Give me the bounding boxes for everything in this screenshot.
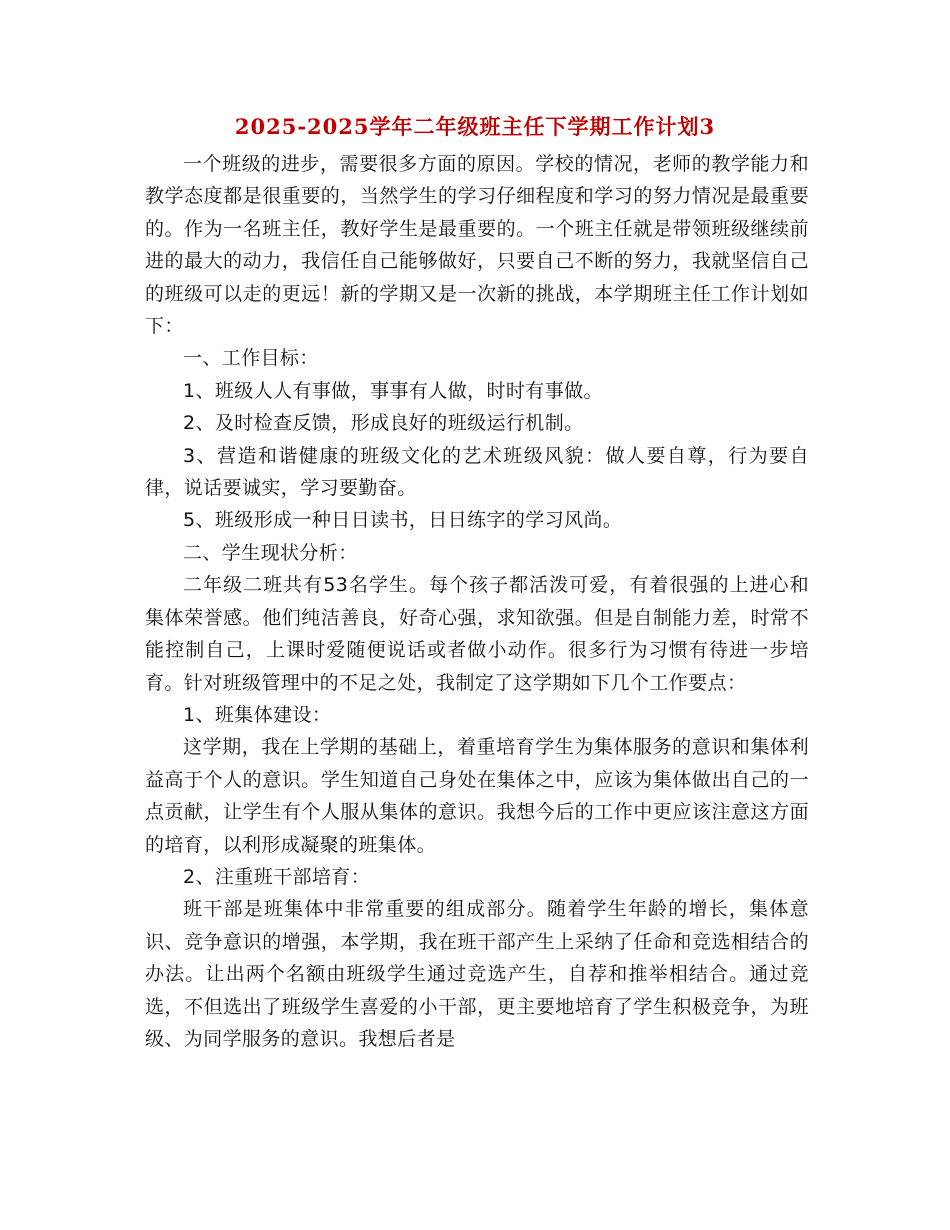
subheading-cadre-training: 2、注重班干部培育：: [183, 865, 371, 888]
analysis-paragraph: 二年级二班共有53名学生。每个孩子都活泼可爱，有着很强的上进心和集体荣誉感。他们纯洁善良，好奇心强，求知欲强。但是自制能力差，时常不能控制自己，上课时爱随便说话或者做小动作。很多行为习惯有待进一步培育。针对班级管理中的不足之处，我制定了这学期如下几个工作要点：: [145, 574, 809, 694]
document-body: [145, 148, 809, 1055]
goal-item-1: 1、班级人人有事做，事事有人做，时时有事做。: [183, 379, 603, 402]
goal-item-3: 3、营造和谐健康的班级文化的艺术班级风貌：做人要自尊，行为要自律，说话要诚实，学习要勤奋。: [145, 444, 809, 500]
class-building-paragraph: 这学期，我在上学期的基础上，着重培育学生为集体服务的意识和集体利益高于个人的意识。学生知道自己身处在集体之中，应该为集体做出自己的一点贡献，让学生有个人服从集体的意识。我想今后的工作中更应该注意这方面的培育，以利形成凝聚的班集体。: [145, 736, 809, 856]
intro-paragraph: 一个班级的进步，需要很多方面的原因。学校的情况，老师的教学能力和教学态度都是很重要的，当然学生的学习仔细程度和学习的努力情况是最重要的。作为一名班主任，教好学生是最重要的。一个班主任就是带领班级继续前进的最大的动力，我信任自己能够做好，只要自己不断的努力，我就坚信自己的班级可以走的更远！新的学期又是一次新的挑战，本学期班主任工作计划如下：: [145, 153, 809, 338]
goal-item-2: 2、及时检查反馈，形成良好的班级运行机制。: [183, 412, 584, 435]
section-heading-goals: 一、工作目标：: [183, 347, 319, 370]
goal-item-5: 5、班级形成一种日日读书，日日练字的学习风尚。: [183, 509, 623, 532]
document-title: 2025-2025学年二年级班主任下学期工作计划3: [234, 114, 716, 139]
section-heading-analysis: 二、学生现状分析：: [183, 541, 358, 564]
subheading-class-building: 1、班集体建设：: [183, 703, 332, 726]
cadre-training-paragraph: 班干部是班集体中非常重要的组成部分。随着学生年龄的增长，集体意识、竞争意识的增强，本学期，我在班干部产生上采纳了任命和竞选相结合的办法。让出两个名额由班级学生通过竞选产生，自荐和推举相结合。通过竞选，不但选出了班级学生喜爱的小干部，更主要地培育了学生积极竞争，为班级、为同学服务的意识。我想后者是: [145, 898, 809, 1050]
